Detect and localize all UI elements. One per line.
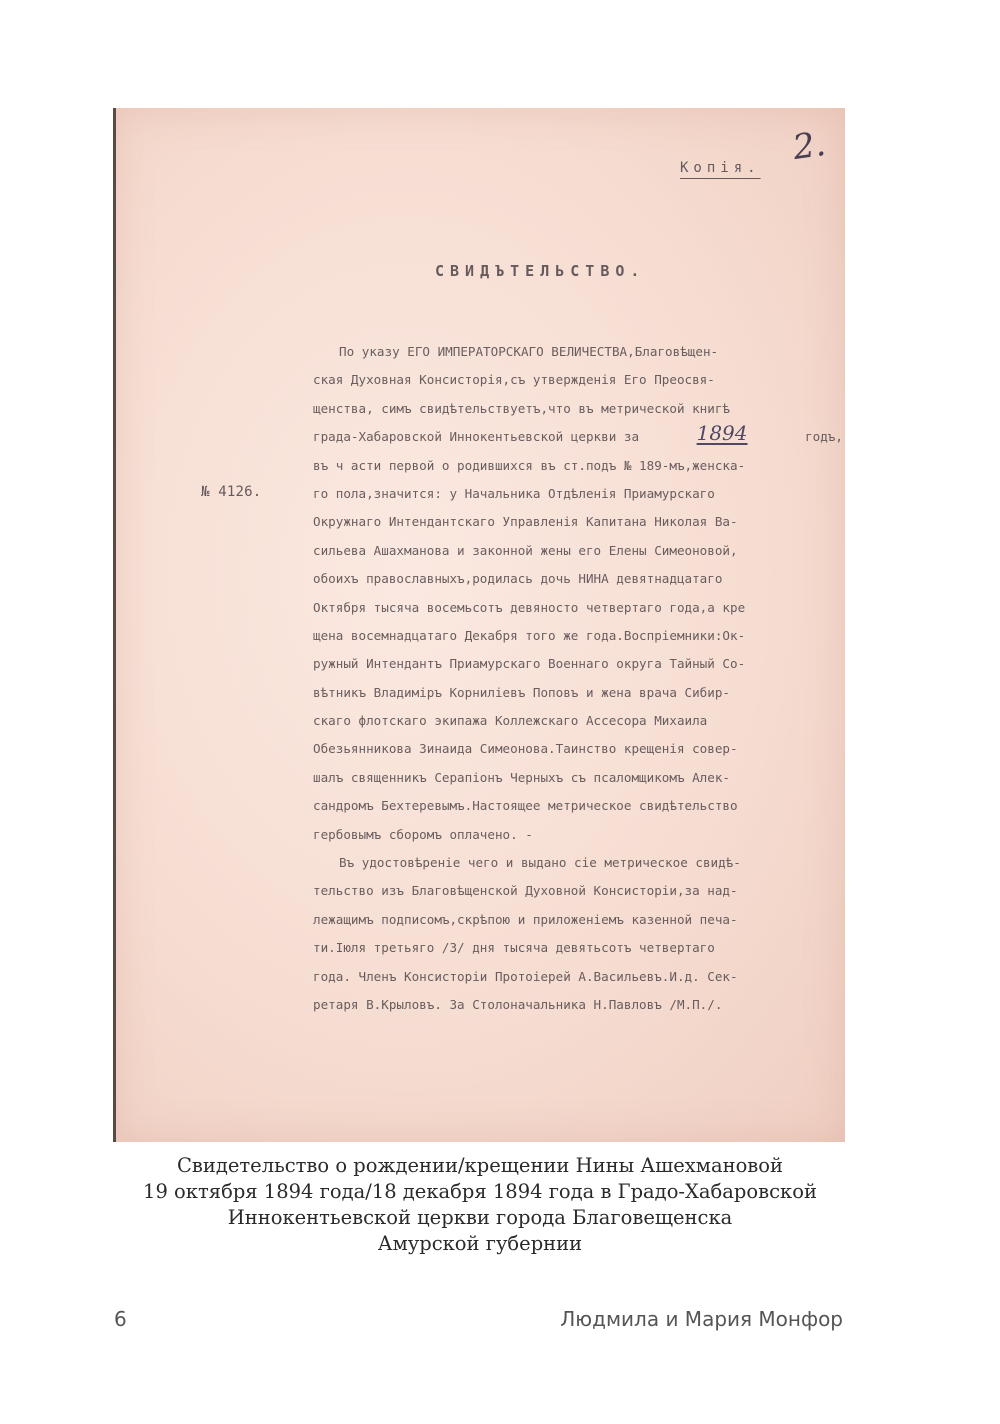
handwritten-page-mark: 2. [790,123,829,169]
body-line: По указу ЕГО ИМПЕРАТОРСКАГО ВЕЛИЧЕСТВА,Благовѣщен- [339,344,719,359]
document-number: № 4126. [201,484,262,500]
caption-line: 19 октября 1894 года/18 декабря 1894 года в Градо-Хабаровской [143,1180,817,1203]
body-line: года. Членъ Консисторіи Протоіерей А.Васильевъ.И.д. Сек- [313,968,738,984]
body-line: обоихъ православныхъ,родилась дочь НИНА девятнадцатаго [313,571,723,587]
document-title: СВИДЪТЕЛЬСТВО. [435,262,646,280]
caption-line: Свидетельство о рождении/крещении Нины Ашехмановой [176,1154,784,1177]
body-line: сильева Ашахманова и законной жены его Елены Симеоновой, [313,542,738,558]
body-line: въ ч асти первой о родившихся въ ст.подъ № 189-мъ,женска- [313,457,746,473]
body-line: Въ удостовѣреніе чего и выдано сіе метрическое свидѣ- [339,855,741,871]
body-line: щена восемнадцатаго Декабря того же года.Воспріемники:Ок- [313,627,746,643]
caption-line: Амурской губернии [377,1232,583,1255]
body-line: щенства, симъ свидѣтельствуетъ,что въ метрической книгѣ [313,400,731,416]
body-line: лежащимъ подписомъ,скрѣпою и приложеніемъ казенной печа- [313,911,738,927]
body-line: гербовымъ сборомъ оплачено. - [313,826,533,842]
body-line: сандромъ Бехтеревымъ.Настоящее метрическое свидѣтельство [313,798,738,814]
document-body [313,338,843,1019]
body-line: го пола,значится: у Начальника Отдѣленія Приамурскаго [313,485,715,501]
running-author: Людмила и Мария Монфор [560,1307,843,1331]
body-line: Обезьянникова Зинаида Симеонова.Таинство крещенія совер- [313,741,738,757]
body-line: скаго флотскаго экипажа Коллежскаго Ассесора Михаила [313,713,708,729]
body-line: тельство изъ Благовѣщенской Духовной Консисторіи,за над- [313,883,738,899]
body-line: ская Духовная Консисторія,съ утвержденія Его Преосвя- [313,372,715,388]
body-line: Окружнаго Интендантскаго Управленія Капитана Николая Ва- [313,514,738,530]
body-line: ружный Интендантъ Приамурскаго Военнаго округа Тайный Со- [313,656,746,672]
handwritten-year: 1894 [696,421,748,446]
body-line-with-year: града-Хабаровской Иннокентьевской церкви за 1894 годъ, [313,423,843,451]
figure-caption [100,1153,860,1257]
body-line: Октября тысяча восемьсотъ девяносто четвертаго года,а кре [313,599,746,615]
caption-line: Иннокентьевской церкви города Благовещенска [227,1206,733,1229]
copy-label: Копія. [680,160,761,176]
scan-edge [113,108,116,1142]
body-line: ти.Іюля третьяго /3/ дня тысяча девятьсотъ четвертаго [313,940,715,956]
body-line: шалъ священникъ Серапіонъ Черныхъ съ псаломщикомъ Алек- [313,769,731,785]
body-line: ретаря В.Крыловъ. За Столоначальника Н.Павловъ /М.П./. [313,996,723,1012]
page-number: 6 [114,1307,127,1331]
document-scan [113,108,845,1142]
body-line: вѣтникъ Владиміръ Корниліевъ Поповъ и жена врача Сибир- [313,684,731,700]
